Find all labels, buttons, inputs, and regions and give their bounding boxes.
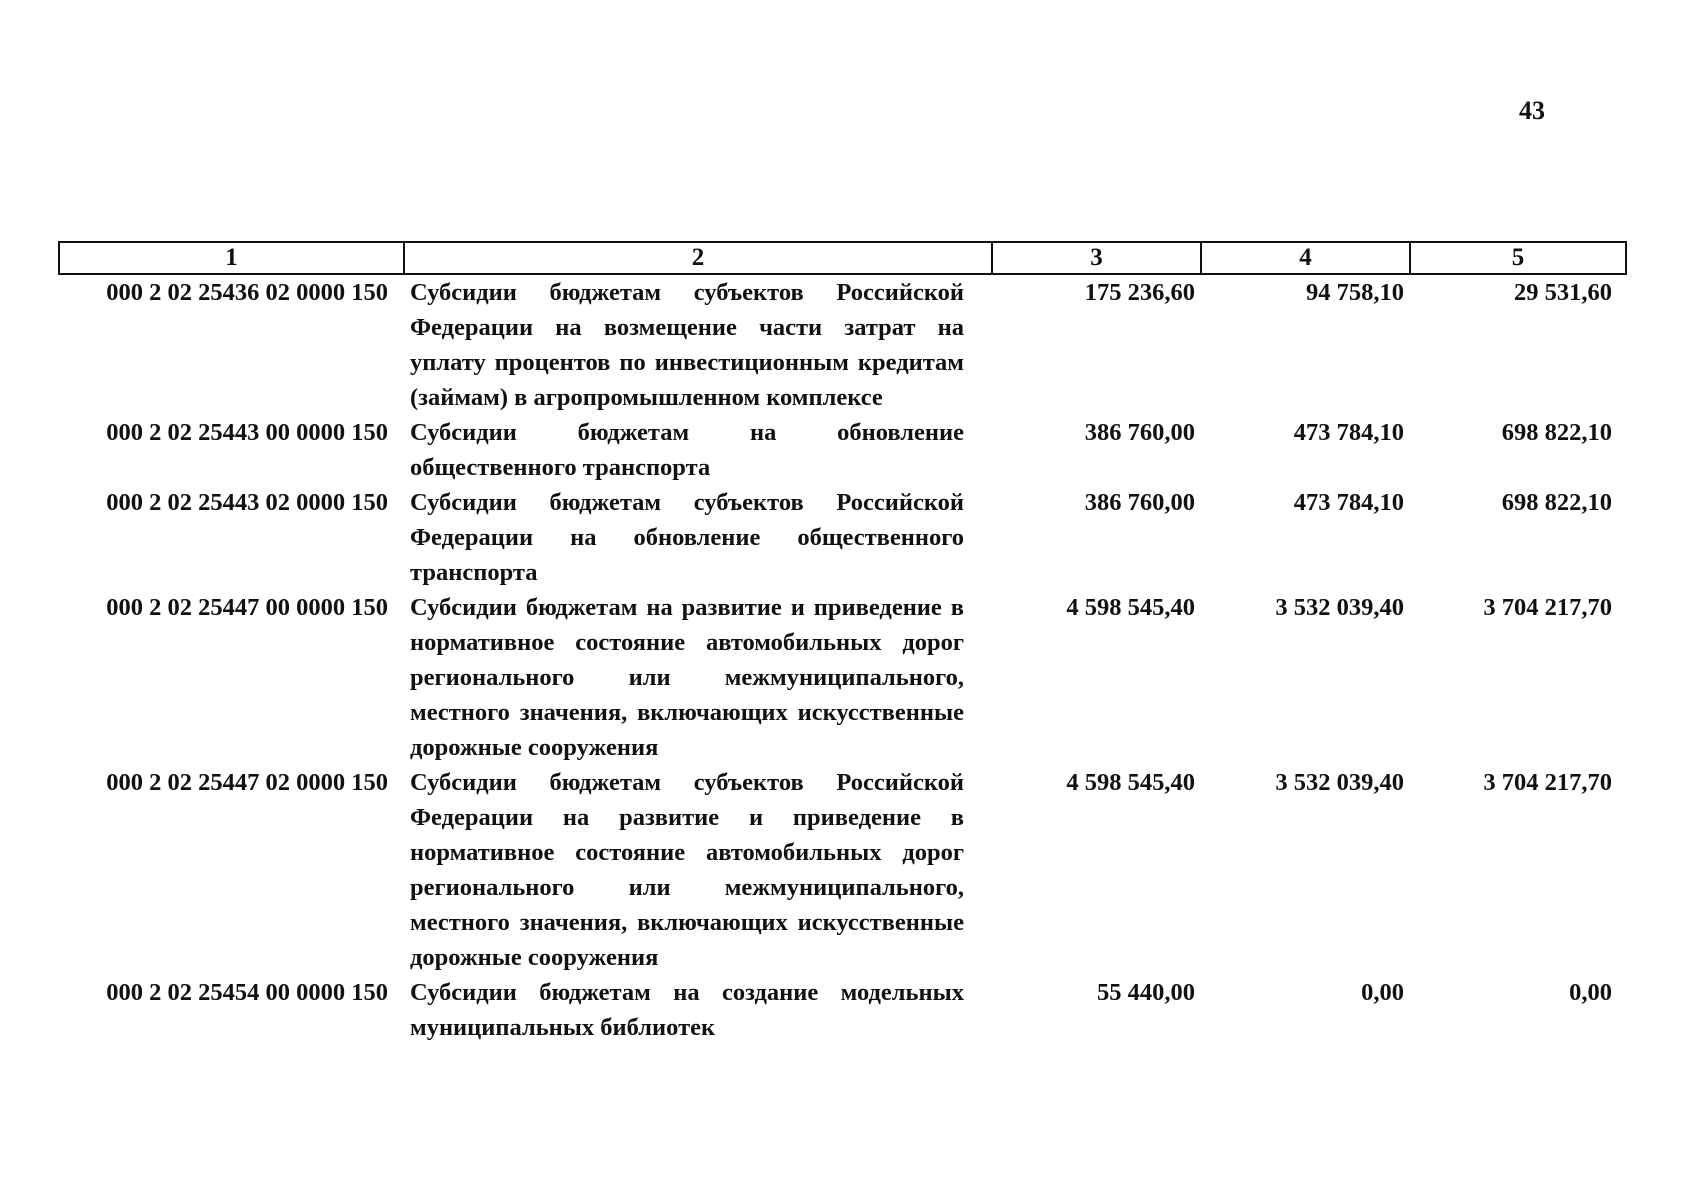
table-header — [59, 242, 1626, 274]
budget-code: 000 2 02 25436 02 0000 150 — [106, 279, 388, 306]
table-body — [59, 274, 1626, 1045]
budget-code: 000 2 02 25447 02 0000 150 — [106, 769, 388, 796]
table-row — [59, 975, 1626, 1045]
row-description: Субсидии бюджетам субъектов Российской Федерации на возмещение части затрат на уплату процентов по инвестиционным кредитам (займам) в агропромышленном комплексе — [410, 279, 964, 411]
page-number: 43 — [1519, 96, 1545, 125]
budget-code: 000 2 02 25443 02 0000 150 — [106, 489, 388, 516]
value-col-5: 29 531,60 — [1514, 279, 1612, 306]
value-col-4: 3 532 039,40 — [1275, 594, 1404, 621]
value-col-5: 3 704 217,70 — [1483, 594, 1612, 621]
value-col-4: 3 532 039,40 — [1275, 769, 1404, 796]
value-col-3: 55 440,00 — [1097, 979, 1195, 1006]
table-row — [59, 274, 1626, 415]
header-col-4: 4 — [1201, 242, 1410, 274]
budget-code: 000 2 02 25454 00 0000 150 — [106, 979, 388, 1006]
header-row — [59, 242, 1626, 274]
budget-code: 000 2 02 25447 00 0000 150 — [106, 594, 388, 621]
table-row — [59, 590, 1626, 765]
value-col-4: 473 784,10 — [1293, 489, 1404, 516]
row-description: Субсидии бюджетам субъектов Российской Федерации на обновление общественного транспорта — [410, 489, 964, 586]
value-col-5: 698 822,10 — [1501, 419, 1612, 446]
row-description: Субсидии бюджетам на обновление общественного транспорта — [410, 419, 964, 481]
header-col-1: 1 — [59, 242, 404, 274]
value-col-3: 386 760,00 — [1084, 419, 1195, 446]
value-col-4: 473 784,10 — [1293, 419, 1404, 446]
value-col-5: 698 822,10 — [1501, 489, 1612, 516]
row-description: Субсидии бюджетам на развитие и приведение в нормативное состояние автомобильных дорог регионального или межмуниципального, местного значения, включающих искусственные дорожные сооружения — [410, 594, 964, 761]
value-col-4: 0,00 — [1361, 979, 1404, 1006]
header-col-2: 2 — [404, 242, 992, 274]
value-col-5: 0,00 — [1569, 979, 1612, 1006]
header-col-3: 3 — [992, 242, 1201, 274]
value-col-3: 175 236,60 — [1084, 279, 1195, 306]
budget-code: 000 2 02 25443 00 0000 150 — [106, 419, 388, 446]
budget-table — [58, 241, 1627, 1045]
row-description: Субсидии бюджетам на создание модельных муниципальных библиотек — [410, 979, 964, 1041]
value-col-5: 3 704 217,70 — [1483, 769, 1612, 796]
value-col-3: 4 598 545,40 — [1066, 594, 1195, 621]
table-row — [59, 765, 1626, 975]
table-row — [59, 485, 1626, 590]
table-row — [59, 415, 1626, 485]
header-col-5: 5 — [1410, 242, 1626, 274]
value-col-3: 4 598 545,40 — [1066, 769, 1195, 796]
row-description: Субсидии бюджетам субъектов Российской Федерации на развитие и приведение в нормативное состояние автомобильных дорог регионального или межмуниципального, местного значения, включающих искусственные дорожные сооружения — [410, 769, 964, 971]
value-col-3: 386 760,00 — [1084, 489, 1195, 516]
value-col-4: 94 758,10 — [1306, 279, 1404, 306]
